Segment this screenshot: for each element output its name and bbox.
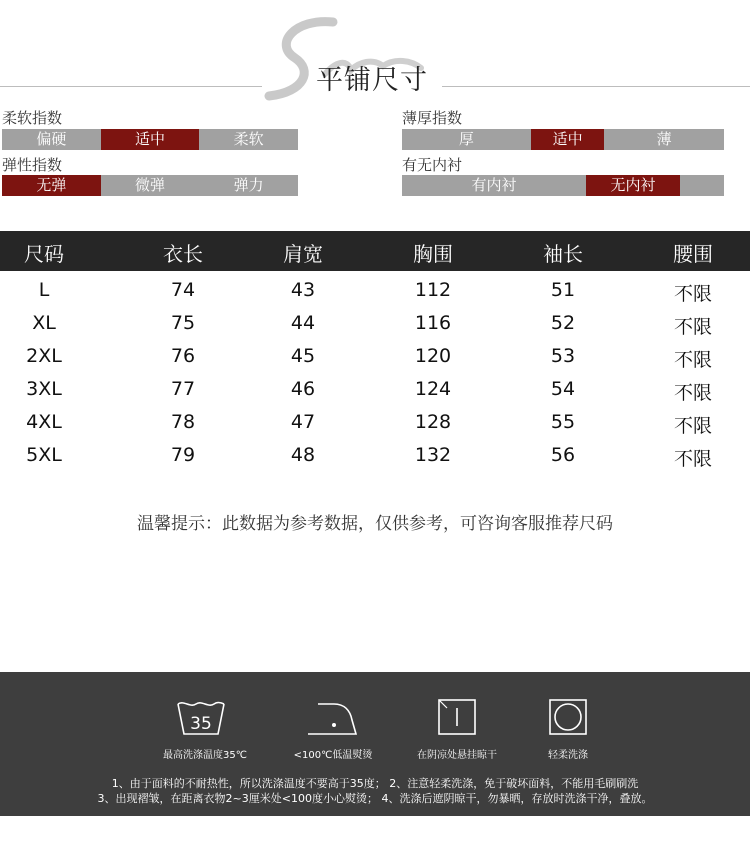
cell-length: 75 — [170, 312, 196, 334]
cell-size: 4XL — [26, 411, 62, 433]
lining-option-selected: 无内衬 — [586, 175, 680, 196]
lining-bar — [402, 175, 724, 196]
cell-shoulder: 47 — [290, 411, 316, 433]
cell-length: 79 — [170, 444, 196, 466]
col-header-size: 尺码 — [24, 242, 64, 266]
elasticity-option-selected: 无弹 — [2, 175, 101, 196]
page-title: 平铺尺寸 — [316, 65, 428, 96]
cell-sleeve: 54 — [550, 378, 576, 400]
thickness-option-selected: 适中 — [531, 129, 605, 150]
cell-waist: 不限 — [673, 415, 713, 437]
elasticity-label: 弹性指数 — [2, 156, 63, 174]
lining-bar-filler — [680, 175, 724, 196]
size-header — [0, 0, 750, 110]
cell-shoulder: 46 — [290, 378, 316, 400]
cell-length: 76 — [170, 345, 196, 367]
cell-size: XL — [32, 312, 56, 334]
cell-waist: 不限 — [673, 316, 713, 338]
cell-shoulder: 44 — [290, 312, 316, 334]
cell-waist: 不限 — [673, 349, 713, 371]
col-header-length: 衣长 — [163, 242, 203, 266]
cell-size: 3XL — [26, 378, 62, 400]
cell-chest: 112 — [414, 279, 452, 301]
cell-size: 5XL — [26, 444, 62, 466]
lining-label: 有无内衬 — [402, 156, 463, 174]
size-table-header — [0, 231, 750, 271]
thickness-bar — [402, 129, 724, 150]
cell-waist: 不限 — [673, 448, 713, 470]
lining-option: 有内衬 — [471, 176, 517, 194]
care-note-line-2: 3、出现褶皱，在距离衣物2~3厘米处<100度小心熨烫； 4、洗涤后遮阴晾干，勿暴晒，存放时洗涤干净，叠放。 — [97, 792, 653, 805]
cell-chest: 128 — [414, 411, 452, 433]
cell-waist: 不限 — [673, 382, 713, 404]
care-instructions — [0, 672, 750, 816]
care-note-line-1: 1、由于面料的不耐热性，所以洗涤温度不要高于35度； 2、注意轻柔洗涤，免于破坏面料，不能用毛刷刷洗 — [111, 777, 639, 790]
cell-sleeve: 55 — [550, 411, 576, 433]
col-header-waist: 腰围 — [673, 242, 713, 266]
softness-label: 柔软指数 — [2, 109, 63, 127]
wash-temp-number: 35 — [190, 714, 212, 734]
care-caption-dry: 在阴凉处悬挂晾干 — [417, 750, 497, 761]
cell-chest: 132 — [414, 444, 452, 466]
softness-option-selected: 适中 — [101, 129, 200, 150]
col-header-chest: 胸围 — [413, 242, 453, 266]
cell-chest: 124 — [414, 378, 452, 400]
col-header-sleeve: 袖长 — [543, 242, 583, 266]
elasticity-bar — [2, 175, 298, 196]
cell-sleeve: 52 — [550, 312, 576, 334]
cell-size: 2XL — [26, 345, 62, 367]
care-caption-iron: <100℃低温熨烫 — [293, 750, 373, 761]
gentle-dry-clean-icon — [548, 698, 588, 736]
care-caption-wash: 最高洗涤温度35℃ — [163, 750, 247, 761]
cell-size: L — [38, 279, 50, 301]
cell-length: 74 — [170, 279, 196, 301]
cell-chest: 116 — [414, 312, 452, 334]
thickness-label: 薄厚指数 — [402, 109, 463, 127]
cell-shoulder: 43 — [290, 279, 316, 301]
cell-length: 77 — [170, 378, 196, 400]
cell-sleeve: 51 — [550, 279, 576, 301]
header-divider-right — [442, 86, 750, 87]
care-caption-gentle: 轻柔洗涤 — [548, 750, 588, 761]
thickness-option: 薄 — [656, 130, 672, 148]
size-tip: 温馨提示：此数据为参考数据，仅供参考，可咨询客服推荐尺码 — [137, 514, 613, 534]
softness-option: 柔软 — [233, 130, 264, 148]
softness-option: 偏硬 — [36, 130, 67, 148]
cell-shoulder: 48 — [290, 444, 316, 466]
softness-bar — [2, 129, 298, 150]
elasticity-option: 弹力 — [233, 176, 264, 194]
header-divider-left — [0, 86, 262, 87]
cell-sleeve: 53 — [550, 345, 576, 367]
cell-sleeve: 56 — [550, 444, 576, 466]
thickness-option: 厚 — [458, 130, 474, 148]
elasticity-option: 微弹 — [135, 176, 166, 194]
wash-tub-35-icon — [176, 698, 226, 736]
cell-waist: 不限 — [673, 283, 713, 305]
col-header-shoulder: 肩宽 — [283, 242, 323, 266]
cell-chest: 120 — [414, 345, 452, 367]
cell-shoulder: 45 — [290, 345, 316, 367]
line-dry-shade-icon — [437, 698, 477, 736]
iron-low-icon — [304, 698, 360, 736]
cell-length: 78 — [170, 411, 196, 433]
